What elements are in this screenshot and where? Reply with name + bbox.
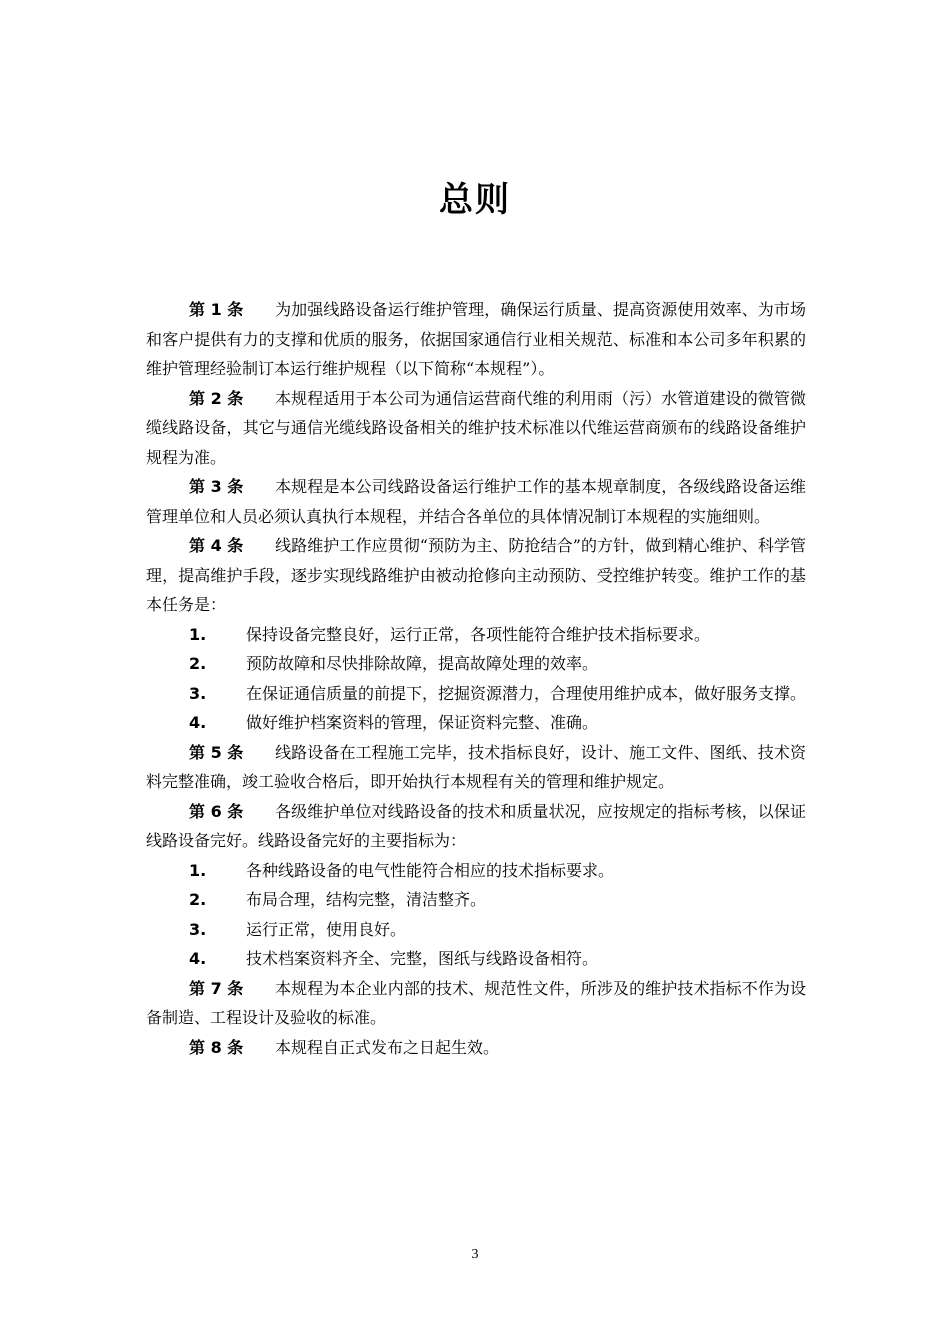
- page-number: 3: [471, 1247, 479, 1262]
- item-number: 1.: [189, 624, 207, 644]
- article-number: 第 7 条: [189, 978, 244, 998]
- item-text: 运行正常，使用良好。: [246, 919, 407, 939]
- article-number: 第 3 条: [189, 477, 244, 496]
- item-text: 技术档案资料齐全、完整，图纸与线路设备相符。: [246, 949, 599, 968]
- article: [146, 531, 806, 620]
- list-item: [146, 679, 806, 709]
- list-item: [146, 856, 806, 886]
- article: [146, 472, 806, 531]
- list-item: [146, 915, 806, 945]
- list-item: [146, 620, 806, 650]
- item-text: 做好维护档案资料的管理，保证资料完整、准确。: [246, 713, 599, 732]
- item-number: 2.: [189, 890, 207, 909]
- article-text: 为加强线路设备运行维护管理，确保运行质量、提高资源使用效率、为市场和客户提供有力的支撑和优质的服务，依据国家通信行业相关规范、标准和本公司多年积累的维护管理经验制订本运行维护规程（以下简称“本规程”）。: [146, 300, 806, 378]
- article: [146, 797, 806, 856]
- article-number: 第 4 条: [189, 536, 244, 555]
- list-item: [146, 649, 806, 679]
- list-item: [146, 944, 806, 974]
- article-number: 第 5 条: [189, 742, 244, 762]
- list-item: [146, 708, 806, 738]
- item-number: 2.: [189, 654, 207, 673]
- item-text: 各种线路设备的电气性能符合相应的技术指标要求。: [246, 860, 615, 880]
- article: [146, 738, 806, 797]
- article: [146, 295, 806, 384]
- article-text: 本规程自正式发布之日起生效。: [275, 1037, 500, 1057]
- item-number: 4.: [189, 713, 207, 732]
- article-text: 本规程为本企业内部的技术、规范性文件，所涉及的维护技术指标不作为设备制造、工程设计及验收的标准。: [146, 978, 806, 1027]
- item-number: 3.: [189, 919, 207, 939]
- article: [146, 974, 806, 1033]
- article-number: 第 2 条: [189, 388, 244, 408]
- document-body: [146, 295, 806, 1062]
- item-number: 1.: [189, 860, 207, 880]
- article-number: 第 6 条: [189, 801, 244, 821]
- item-text: 布局合理，结构完整，清洁整齐。: [246, 890, 487, 909]
- article-text: 本规程是本公司线路设备运行维护工作的基本规章制度，各级线路设备运维管理单位和人员必须认真执行本规程，并结合各单位的具体情况制订本规程的实施细则。: [146, 477, 806, 526]
- item-text: 预防故障和尽快排除故障，提高故障处理的效率。: [246, 654, 599, 673]
- list-item: [146, 885, 806, 915]
- page-title: 总则: [439, 180, 511, 220]
- item-text: 在保证通信质量的前提下，挖掘资源潜力，合理使用维护成本，做好服务支撑。: [246, 683, 807, 703]
- item-text: 保持设备完整良好，运行正常，各项性能符合维护技术指标要求。: [246, 624, 711, 644]
- article-text: 各级维护单位对线路设备的技术和质量状况，应按规定的指标考核，以保证线路设备完好。线路设备完好的主要指标为：: [146, 801, 806, 850]
- article: [146, 1033, 806, 1063]
- article-text: 线路维护工作应贯彻“预防为主、防抢结合”的方针，做到精心维护、科学管理，提高维护手段，逐步实现线路维护由被动抢修向主动预防、受控维护转变。维护工作的基本任务是：: [146, 536, 806, 614]
- item-number: 3.: [189, 683, 207, 703]
- article: [146, 384, 806, 473]
- article-number: 第 1 条: [189, 300, 244, 319]
- item-number: 4.: [189, 949, 207, 968]
- article-text: 线路设备在工程施工完毕，技术指标良好，设计、施工文件、图纸、技术资料完整准确，竣工验收合格后，即开始执行本规程有关的管理和维护规定。: [146, 742, 806, 791]
- article-number: 第 8 条: [189, 1037, 244, 1057]
- article-text: 本规程适用于本公司为通信运营商代维的利用雨（污）水管道建设的微管微缆线路设备，其它与通信光缆线路设备相关的维护技术标准以代维运营商颁布的线路设备维护规程为准。: [146, 388, 806, 467]
